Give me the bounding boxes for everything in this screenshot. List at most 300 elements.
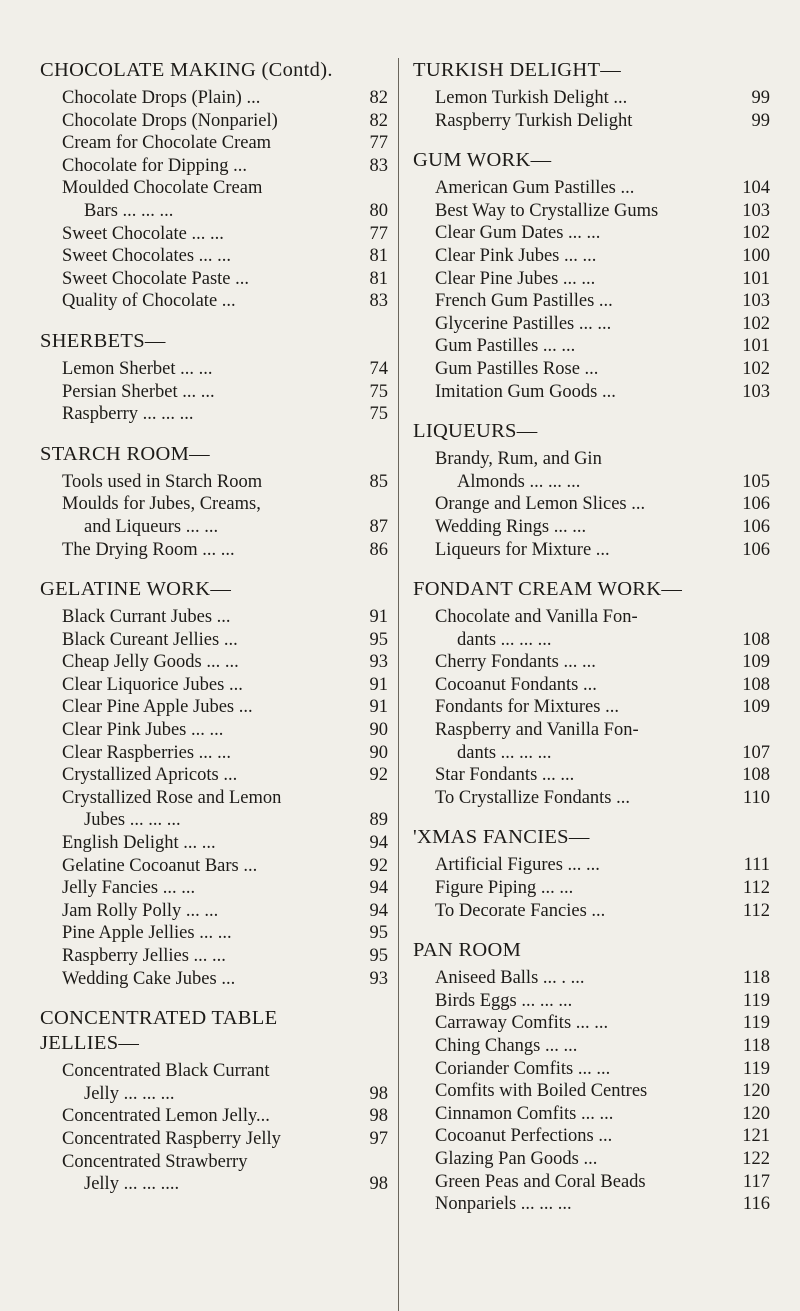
index-entry <box>62 1151 388 1196</box>
entry-line <box>435 674 770 697</box>
entry-line <box>435 990 770 1013</box>
index-section <box>40 329 388 426</box>
entry-page-number: 92 <box>369 765 388 786</box>
entry-line <box>435 313 770 336</box>
entry-page-number: 99 <box>751 88 770 108</box>
entry-line <box>62 223 388 246</box>
entry-title: To Decorate Fancies ... <box>435 900 606 921</box>
entry-page-number: 95 <box>369 923 388 944</box>
entry-line <box>435 854 770 877</box>
entry-title: Crystallized Apricots ... <box>62 765 238 786</box>
entry-page-number: 117 <box>742 1171 770 1192</box>
entry-title: Cinnamon Comfits ... ... <box>435 1103 614 1124</box>
entry-line <box>435 110 770 133</box>
entry-page-number: 112 <box>742 900 770 921</box>
entry-title: dants ... ... ... <box>457 629 552 650</box>
entry-line <box>435 381 770 404</box>
index-entry <box>62 674 388 697</box>
entry-title: Tools used in Starch Room <box>62 471 263 492</box>
entry-line <box>62 155 388 178</box>
entry-page-number: 106 <box>742 516 770 537</box>
entry-title: Cream for Chocolate Cream <box>62 133 272 154</box>
entry-line <box>457 471 770 494</box>
entry-line <box>435 448 770 471</box>
index-entry <box>435 990 770 1013</box>
entry-title: Gum Pastilles Rose ... <box>435 358 599 379</box>
entry-page-number: 118 <box>742 1036 770 1056</box>
entry-line <box>435 606 770 629</box>
entry-line <box>435 245 770 268</box>
entry-line <box>62 922 388 945</box>
entry-title: Wedding Cake Jubes ... <box>62 968 236 989</box>
entry-title: Raspberry ... ... ... <box>62 404 194 425</box>
entry-page-number: 89 <box>369 810 388 831</box>
entry-page-number: 92 <box>369 855 388 876</box>
index-entry <box>435 1125 770 1148</box>
entry-line <box>62 539 388 562</box>
index-entry <box>62 132 388 155</box>
entry-page-number: 108 <box>742 765 770 786</box>
entry-page-number: 93 <box>369 968 388 989</box>
entry-title: Clear Gum Dates ... ... <box>435 223 601 244</box>
entry-line <box>435 651 770 674</box>
index-entry <box>62 177 388 222</box>
entry-page-number: 85 <box>369 471 388 492</box>
entry-line <box>62 629 388 652</box>
entry-title: Birds Eggs ... ... ... <box>435 990 573 1011</box>
entry-title: Jelly Fancies ... ... <box>62 878 196 899</box>
entry-line <box>435 696 770 719</box>
entry-line <box>435 335 770 358</box>
entry-page-number: 90 <box>369 720 388 741</box>
entry-line <box>62 471 388 494</box>
entry-title: Brandy, Rum, and Gin <box>435 449 602 470</box>
index-entry <box>62 855 388 878</box>
index-entry <box>62 696 388 719</box>
index-entry <box>435 539 770 562</box>
entry-title: Raspberry Jellies ... ... <box>62 946 226 966</box>
entry-title: Clear Liquorice Jubes ... <box>62 674 243 695</box>
index-entry <box>435 110 770 133</box>
entry-page-number: 111 <box>743 855 770 876</box>
entry-title: Cocoanut Perfections ... <box>435 1126 613 1147</box>
entry-title: Moulded Chocolate Cream <box>62 178 263 199</box>
entry-title: Crystallized Rose and Lemon <box>62 787 282 808</box>
entry-title: Clear Pine Jubes ... ... <box>435 268 596 289</box>
index-entry <box>435 381 770 404</box>
index-entry <box>435 854 770 877</box>
index-entry <box>435 177 770 200</box>
index-entry <box>435 87 770 110</box>
entry-page-number: 119 <box>742 1013 770 1034</box>
entry-page-number: 80 <box>369 200 388 221</box>
entry-page-number: 83 <box>369 291 388 312</box>
entry-line <box>62 381 388 404</box>
column-divider <box>398 58 399 1311</box>
entry-page-number: 81 <box>369 246 388 267</box>
entry-line <box>62 87 388 110</box>
index-entry <box>435 448 770 493</box>
entry-page-number: 120 <box>742 1103 770 1124</box>
entry-page-number: 98 <box>369 1083 388 1104</box>
entry-page-number: 98 <box>369 1106 388 1127</box>
entry-line <box>62 945 388 968</box>
entry-title: Jubes ... ... ... <box>84 810 181 831</box>
entry-line <box>62 696 388 719</box>
entry-title: Lemon Turkish Delight ... <box>435 88 628 108</box>
entry-title: Jelly ... ... ... <box>84 1083 175 1104</box>
entry-page-number: 116 <box>742 1194 770 1215</box>
index-entry <box>62 539 388 562</box>
index-entry <box>62 787 388 832</box>
entry-title: dants ... ... ... <box>457 742 552 763</box>
entry-line <box>62 177 388 200</box>
entry-title: English Delight ... ... <box>62 833 216 854</box>
index-entry <box>62 403 388 426</box>
entry-title: Sweet Chocolate ... ... <box>62 223 224 244</box>
index-entry <box>435 1012 770 1035</box>
entry-line <box>457 629 770 652</box>
section-heading <box>40 1006 388 1056</box>
index-entry <box>435 1058 770 1081</box>
index-entry <box>62 945 388 968</box>
entry-page-number: 108 <box>742 629 770 650</box>
entry-title: and Liqueurs ... ... <box>84 516 219 537</box>
index-entry <box>435 358 770 381</box>
entry-title: Pine Apple Jellies ... ... <box>62 923 232 944</box>
entry-page-number: 95 <box>369 629 388 650</box>
index-entry <box>435 606 770 651</box>
entry-title: Bars ... ... ... <box>84 200 174 221</box>
index-entry <box>62 245 388 268</box>
entry-title: American Gum Pastilles ... <box>435 178 635 199</box>
entry-title: Moulds for Jubes, Creams, <box>62 494 261 515</box>
entry-title: Nonpariels ... ... ... <box>435 1194 572 1215</box>
entry-page-number: 109 <box>742 697 770 718</box>
entry-page-number: 82 <box>369 110 388 131</box>
entry-title: Artificial Figures ... ... <box>435 855 600 876</box>
entry-page-number: 119 <box>742 1058 770 1079</box>
entry-title: Comfits with Boiled Centres <box>435 1081 648 1102</box>
index-entry <box>62 155 388 178</box>
entry-title: Lemon Sherbet ... ... <box>62 358 213 379</box>
entry-title: Orange and Lemon Slices ... <box>435 494 646 515</box>
entry-title: Imitation Gum Goods ... <box>435 381 616 402</box>
entry-line <box>435 877 770 900</box>
entry-line <box>62 606 388 629</box>
entry-title: Clear Pink Jubes ... ... <box>62 720 224 741</box>
index-entry <box>435 967 770 990</box>
entry-line <box>435 1012 770 1035</box>
index-entry <box>435 1171 770 1194</box>
entry-line <box>435 719 770 742</box>
index-entry <box>435 696 770 719</box>
entry-page-number: 94 <box>369 878 388 899</box>
index-section <box>413 938 770 1216</box>
index-entry <box>62 1060 388 1105</box>
entry-title: Concentrated Raspberry Jelly <box>62 1128 281 1149</box>
entry-line <box>62 1060 388 1083</box>
index-entry <box>62 968 388 991</box>
entry-page-number: 82 <box>369 88 388 108</box>
entry-title: Clear Raspberries ... ... <box>62 742 232 763</box>
entry-page-number: 120 <box>742 1081 770 1102</box>
index-entry <box>62 87 388 110</box>
index-entry <box>62 110 388 133</box>
entry-page-number: 103 <box>742 381 770 402</box>
index-entry <box>435 764 770 787</box>
section-heading: LIQUEURS— <box>413 420 538 443</box>
index-entry <box>435 268 770 291</box>
entry-title: Chocolate Drops (Nonpariel) <box>62 110 278 131</box>
entry-page-number: 102 <box>742 313 770 334</box>
entry-line <box>62 132 388 155</box>
entry-title: Sweet Chocolate Paste ... <box>62 268 250 289</box>
entry-title: Wedding Rings ... ... <box>435 516 587 537</box>
entry-line <box>84 200 388 223</box>
section-heading-line: JELLIES— <box>40 1032 140 1055</box>
entry-title: Concentrated Strawberry <box>62 1151 248 1172</box>
entry-title: Clear Pink Jubes ... ... <box>435 245 597 266</box>
index-entry <box>435 245 770 268</box>
entry-page-number: 99 <box>751 110 770 131</box>
entry-line <box>62 787 388 810</box>
index-column-left <box>40 58 388 1311</box>
entry-page-number: 94 <box>369 833 388 854</box>
index-entry <box>435 787 770 810</box>
entry-page-number: 91 <box>369 674 388 695</box>
entry-title: French Gum Pastilles ... <box>435 291 613 312</box>
entry-page-number: 75 <box>369 381 388 402</box>
section-heading-line: CONCENTRATED TABLE <box>40 1007 278 1030</box>
index-section <box>413 419 770 561</box>
entry-title: Glazing Pan Goods ... <box>435 1148 598 1169</box>
entry-line <box>84 1173 388 1196</box>
index-entry <box>435 200 770 223</box>
entry-title: Persian Sherbet ... ... <box>62 381 215 402</box>
entry-page-number: 94 <box>369 900 388 921</box>
entry-title: Raspberry and Vanilla Fon- <box>435 720 639 741</box>
entry-line <box>435 290 770 313</box>
section-heading: FONDANT CREAM WORK— <box>413 578 683 601</box>
index-section <box>413 148 770 403</box>
index-entry <box>62 719 388 742</box>
entry-title: Gelatine Cocoanut Bars ... <box>62 855 258 876</box>
index-entry <box>62 381 388 404</box>
section-heading: GELATINE WORK— <box>40 578 232 601</box>
entry-line <box>62 110 388 133</box>
entry-page-number: 87 <box>369 516 388 537</box>
index-section <box>413 825 770 922</box>
index-entry <box>435 493 770 516</box>
index-entry <box>435 1035 770 1058</box>
section-heading: 'XMAS FANCIES— <box>413 826 590 849</box>
entry-line <box>62 403 388 426</box>
entry-line <box>435 87 770 110</box>
index-entry <box>435 900 770 923</box>
section-heading: PAN ROOM <box>413 939 522 962</box>
entry-title: Green Peas and Coral Beads <box>435 1171 646 1192</box>
entry-title: Fondants for Mixtures ... <box>435 697 619 718</box>
section-heading: STARCH ROOM— <box>40 442 210 465</box>
entry-title: To Crystallize Fondants ... <box>435 787 630 808</box>
entry-page-number: 102 <box>742 358 770 379</box>
entry-page-number: 122 <box>742 1148 770 1169</box>
section-heading: SHERBETS— <box>40 329 166 352</box>
index-section <box>40 58 388 313</box>
index-section <box>40 1006 388 1196</box>
entry-line <box>62 968 388 991</box>
entry-title: Clear Pine Apple Jubes ... <box>62 697 253 718</box>
entry-title: Carraway Comfits ... ... <box>435 1013 609 1034</box>
entry-title: Ching Changs ... ... <box>435 1036 578 1056</box>
entry-title: Figure Piping ... ... <box>435 878 574 899</box>
index-entry <box>62 877 388 900</box>
entry-line <box>435 200 770 223</box>
entry-line <box>435 268 770 291</box>
entry-page-number: 119 <box>742 990 770 1011</box>
index-entry <box>62 629 388 652</box>
entry-page-number: 97 <box>369 1128 388 1149</box>
index-entry <box>62 832 388 855</box>
index-entry <box>435 335 770 358</box>
entry-line <box>435 177 770 200</box>
entry-line <box>435 1193 770 1216</box>
entry-line <box>435 900 770 923</box>
entry-line <box>84 1083 388 1106</box>
index-entry <box>435 651 770 674</box>
entry-page-number: 106 <box>742 539 770 560</box>
entry-line <box>435 787 770 810</box>
entry-page-number: 103 <box>742 291 770 312</box>
entry-line <box>435 1148 770 1171</box>
entry-line <box>62 877 388 900</box>
entry-line <box>435 516 770 539</box>
entry-page-number: 112 <box>742 878 770 899</box>
entry-page-number: 118 <box>742 968 770 989</box>
entry-page-number: 91 <box>369 697 388 718</box>
entry-line <box>62 855 388 878</box>
entry-page-number: 101 <box>742 268 770 289</box>
index-entry <box>62 223 388 246</box>
entry-title: Concentrated Black Currant <box>62 1061 270 1082</box>
entry-title: Liqueurs for Mixture ... <box>435 539 610 560</box>
index-entry <box>62 651 388 674</box>
entry-line <box>435 539 770 562</box>
entry-title: Chocolate Drops (Plain) ... <box>62 88 261 108</box>
entry-title: Gum Pastilles ... ... <box>435 336 576 357</box>
entry-line <box>84 809 388 832</box>
entry-line <box>62 742 388 765</box>
entry-title: Quality of Chocolate ... <box>62 291 236 312</box>
entry-page-number: 107 <box>742 742 770 763</box>
entry-page-number: 93 <box>369 652 388 673</box>
entry-line <box>84 516 388 539</box>
entry-line <box>435 1103 770 1126</box>
entry-page-number: 110 <box>742 787 770 808</box>
entry-line <box>62 1128 388 1151</box>
index-entry <box>435 1103 770 1126</box>
entry-page-number: 75 <box>369 404 388 425</box>
entry-title: Aniseed Balls ... . ... <box>435 968 585 989</box>
entry-title: The Drying Room ... ... <box>62 539 235 560</box>
index-entry <box>435 674 770 697</box>
index-entry <box>435 877 770 900</box>
entry-title: Sweet Chocolates ... ... <box>62 246 232 267</box>
entry-line <box>62 245 388 268</box>
entry-title: Black Currant Jubes ... <box>62 607 231 628</box>
entry-page-number: 101 <box>742 336 770 357</box>
entry-line <box>62 268 388 291</box>
index-entry <box>62 764 388 787</box>
entry-page-number: 90 <box>369 742 388 763</box>
entry-title: Black Cureant Jellies ... <box>62 629 238 650</box>
entry-page-number: 98 <box>369 1174 388 1195</box>
entry-title: Glycerine Pastilles ... ... <box>435 313 612 334</box>
index-entry <box>62 900 388 923</box>
entry-page-number: 83 <box>369 155 388 176</box>
index-entry <box>62 1105 388 1128</box>
entry-title: Jam Rolly Polly ... ... <box>62 900 219 921</box>
index-entry <box>62 290 388 313</box>
section-heading: CHOCOLATE MAKING (Contd). <box>40 59 333 81</box>
index-column-right <box>413 58 770 1311</box>
entry-page-number: 106 <box>742 494 770 515</box>
index-entry <box>62 922 388 945</box>
entry-line <box>435 1080 770 1103</box>
index-entry <box>62 493 388 538</box>
entry-line <box>62 651 388 674</box>
index-entry <box>435 313 770 336</box>
entry-title: Almonds ... ... ... <box>457 471 581 492</box>
index-entry <box>62 742 388 765</box>
entry-title: Cherry Fondants ... ... <box>435 652 596 673</box>
index-entry <box>435 1148 770 1171</box>
index-entry <box>435 1080 770 1103</box>
entry-line <box>435 1035 770 1058</box>
index-entry <box>435 516 770 539</box>
entry-page-number: 121 <box>742 1126 770 1147</box>
entry-title: Star Fondants ... ... <box>435 765 575 786</box>
entry-page-number: 104 <box>742 178 770 199</box>
entry-line <box>435 1125 770 1148</box>
index-entry <box>435 719 770 764</box>
entry-page-number: 74 <box>369 358 388 379</box>
entry-line <box>62 832 388 855</box>
entry-line <box>62 493 388 516</box>
index-section <box>413 58 770 132</box>
entry-line <box>435 1171 770 1194</box>
index-section <box>40 577 388 990</box>
entry-page-number: 108 <box>742 674 770 695</box>
entry-line <box>62 900 388 923</box>
entry-line <box>62 719 388 742</box>
entry-page-number: 86 <box>369 539 388 560</box>
entry-line <box>62 358 388 381</box>
index-entry <box>62 358 388 381</box>
entry-line <box>62 674 388 697</box>
entry-title: Chocolate and Vanilla Fon- <box>435 607 638 628</box>
index-entry <box>62 471 388 494</box>
index-entry <box>435 290 770 313</box>
entry-page-number: 105 <box>742 471 770 492</box>
entry-title: Jelly ... ... .... <box>84 1174 180 1195</box>
entry-line <box>62 1151 388 1174</box>
entry-page-number: 102 <box>742 223 770 244</box>
index-entry <box>435 222 770 245</box>
index-entry <box>62 268 388 291</box>
entry-page-number: 91 <box>369 607 388 628</box>
